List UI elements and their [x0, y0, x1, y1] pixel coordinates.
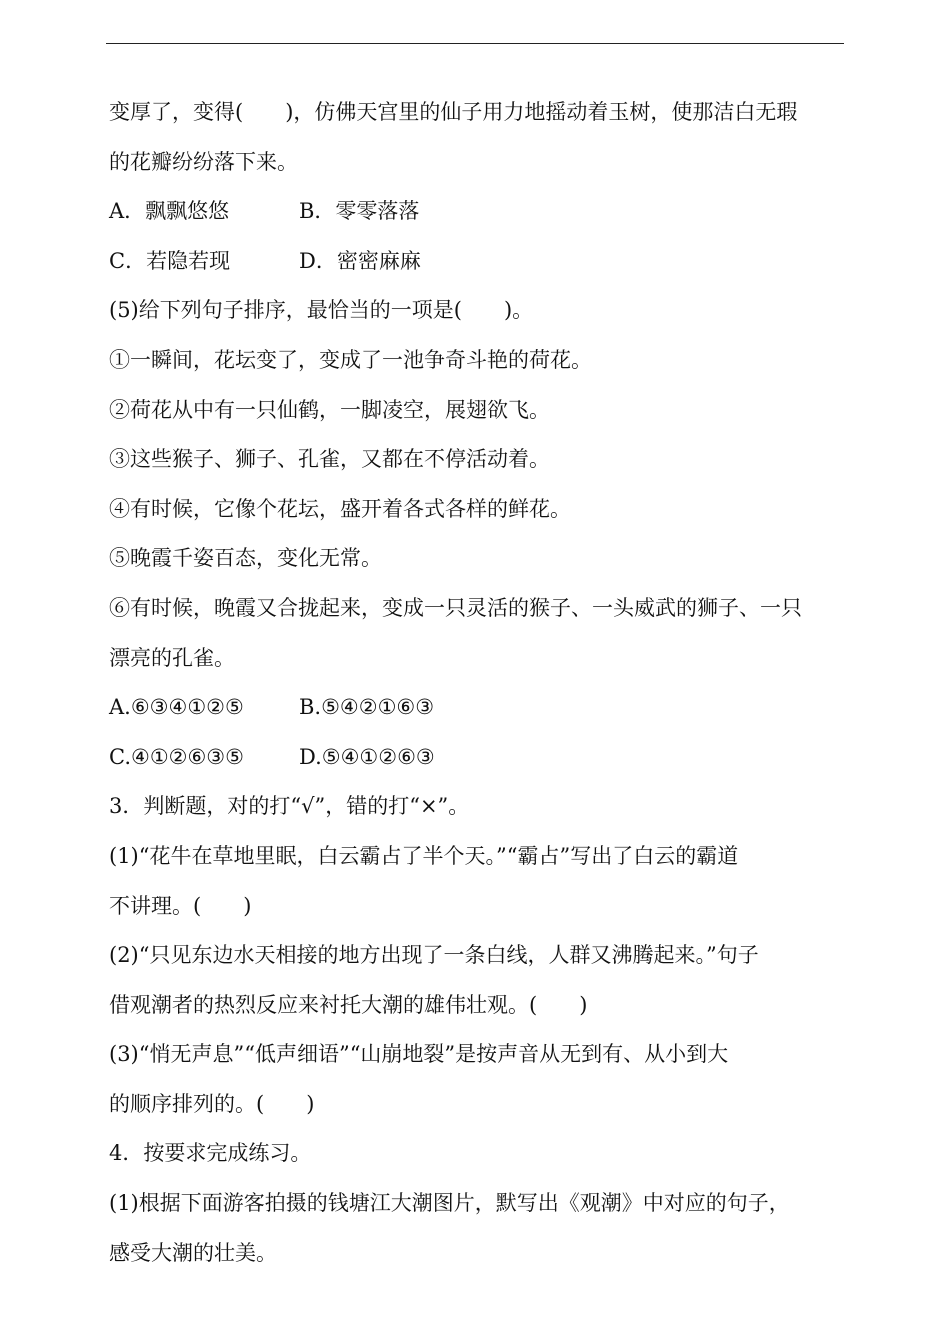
header-rule — [106, 43, 844, 44]
q2-item5-options-row2 — [109, 733, 849, 783]
option-b: B．零零落落 — [299, 199, 420, 224]
q4-item1-line1: (1)根据下面游客拍摄的钱塘江大潮图片，默写出《观潮》中对应的句子， — [109, 1191, 790, 1216]
q2-item5-sentence-2: ②荷花从中有一只仙鹤，一脚凌空，展翅欲飞。 — [109, 397, 550, 422]
q2-item5-sentence-1: ①一瞬间，花坛变了，变成了一池争奇斗艳的荷花。 — [109, 347, 592, 372]
option-b: B.⑤④②①⑥③ — [299, 695, 435, 720]
q2-item5-stem: (5)给下列句子排序，最恰当的一项是( )。 — [109, 298, 534, 323]
q2-item5-sentence-6-cont: 漂亮的孔雀。 — [109, 645, 235, 670]
q2-item4-options-row1 — [109, 187, 849, 237]
q3-item1-line1: (1)“花牛在草地里眠，白云霸占了半个天。”“霸占”写出了白云的霸道 — [109, 843, 739, 868]
q3-item2-line2: 借观潮者的热烈反应来衬托大潮的雄伟壮观。( ) — [109, 992, 588, 1017]
q2-item5-sentence-4: ④有时候，它像个花坛，盛开着各式各样的鲜花。 — [109, 496, 571, 521]
q2-item4-continuation-line2: 的花瓣纷纷落下来。 — [109, 149, 298, 174]
q3-item2-line1: (2)“只见东边水天相接的地方出现了一条白线，人群又沸腾起来。”句子 — [109, 943, 759, 968]
q4-title: 4．按要求完成练习。 — [109, 1141, 312, 1166]
option-c: C.④①②⑥③⑤ — [109, 744, 244, 769]
q2-item5-sentence-5: ⑤晚霞千姿百态，变化无常。 — [109, 546, 382, 571]
q3-item1-line2: 不讲理。( ) — [109, 893, 252, 918]
option-a: A.⑥③④①②⑤ — [109, 695, 244, 720]
worksheet-page — [109, 88, 849, 1278]
q2-item5-sentence-6: ⑥有时候，晚霞又合拢起来，变成一只灵活的猴子、一头威武的狮子、一只 — [109, 595, 802, 620]
q3-title: 3．判断题，对的打“√”，错的打“×”。 — [109, 794, 470, 819]
q3-item3-line2: 的顺序排列的。( ) — [109, 1091, 315, 1116]
q4-item1-line2: 感受大潮的壮美。 — [109, 1240, 277, 1265]
option-d: D．密密麻麻 — [299, 248, 421, 273]
q2-item4-options-row2 — [109, 237, 849, 287]
option-d: D.⑤④①②⑥③ — [299, 744, 435, 769]
option-a: A．飘飘悠悠 — [109, 199, 230, 224]
q3-item3-line1: (3)“悄无声息”“低声细语”“山崩地裂”是按声音从无到有、从小到大 — [109, 1042, 729, 1067]
q2-item5-sentence-3: ③这些猴子、狮子、孔雀，又都在不停活动着。 — [109, 447, 550, 472]
q2-item4-continuation-line1: 变厚了，变得( )，仿佛天宫里的仙子用力地摇动着玉树，使那洁白无瑕 — [109, 100, 798, 124]
q2-item5-options-row1 — [109, 683, 849, 733]
option-c: C．若隐若现 — [109, 248, 231, 273]
